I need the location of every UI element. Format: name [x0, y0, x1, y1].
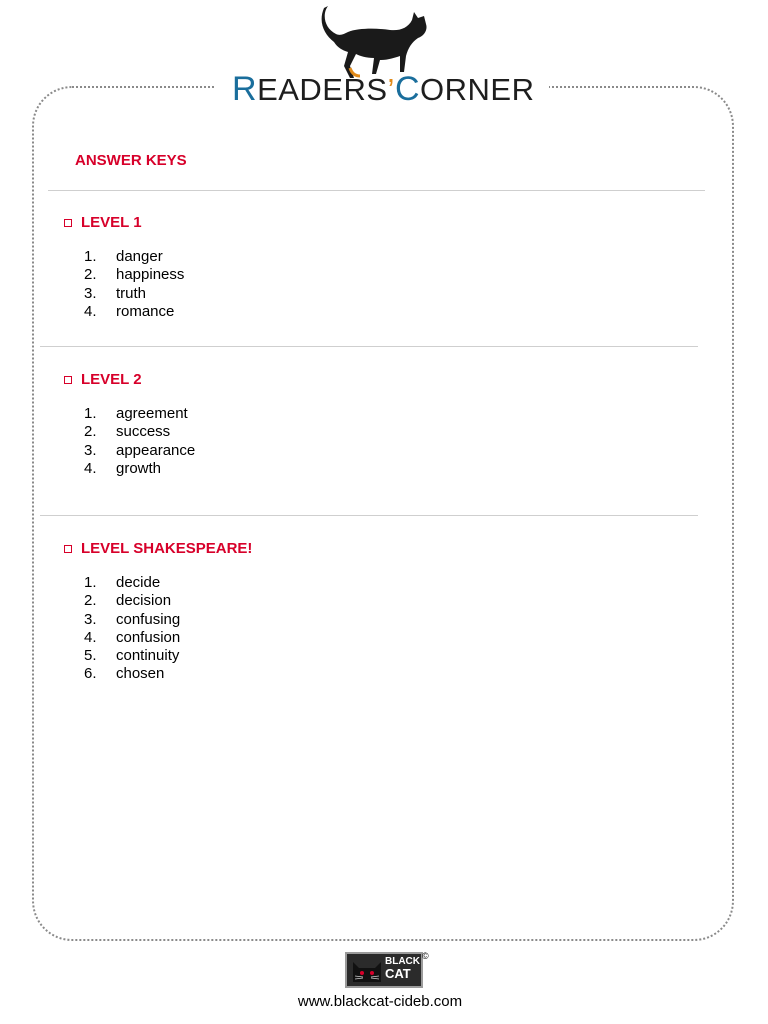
item-number: 2.	[84, 592, 97, 610]
level-title: LEVEL 2	[81, 371, 142, 388]
item-number: 4.	[84, 628, 97, 646]
item-number: 3.	[84, 284, 97, 302]
brand-letter-c: C	[394, 70, 420, 108]
level-title: LEVEL SHAKESPEARE!	[81, 540, 253, 557]
list-item	[84, 442, 195, 460]
list-item	[84, 574, 180, 592]
list-item	[84, 592, 180, 610]
list-item	[84, 248, 184, 266]
level-1-answers	[84, 248, 184, 321]
logo-word-cat: CAT	[385, 966, 411, 981]
divider	[40, 515, 698, 516]
level-shakespeare-heading	[64, 540, 252, 557]
answer-text: appearance	[116, 441, 196, 459]
item-number: 6.	[84, 665, 97, 683]
page-title: ANSWER KEYS	[75, 152, 187, 169]
cat-icon	[314, 4, 434, 80]
answer-text: growth	[116, 459, 162, 477]
checkbox-icon	[64, 219, 72, 227]
cat-face-icon	[351, 958, 383, 984]
list-item	[84, 629, 180, 647]
level-1-heading	[64, 214, 142, 231]
item-number: 2.	[84, 423, 97, 441]
logo-word-black: BLACK	[385, 956, 420, 967]
level-2-answers	[84, 405, 195, 478]
divider	[48, 190, 705, 191]
answer-text: success	[116, 423, 171, 441]
item-number: 1.	[84, 574, 97, 591]
checkbox-icon	[64, 376, 72, 384]
brand-wordmark	[232, 70, 535, 109]
answer-text: decide	[116, 574, 161, 591]
answer-text: happiness	[116, 266, 185, 284]
website-link[interactable]: www.blackcat-cideb.com	[297, 993, 463, 1010]
brand-text-orner: ORNER	[420, 72, 535, 107]
answer-text: continuity	[116, 647, 180, 665]
brand-apostrophe: ’	[387, 72, 395, 107]
answer-text: agreement	[116, 405, 188, 422]
list-item	[84, 611, 180, 629]
item-number: 5.	[84, 647, 97, 665]
divider	[40, 346, 698, 347]
answer-text: confusing	[116, 610, 181, 628]
item-number: 3.	[84, 610, 97, 628]
answer-text: decision	[116, 592, 172, 610]
copyright-mark: ©	[422, 951, 429, 961]
level-shakespeare-answers	[84, 574, 180, 684]
level-2-heading	[64, 371, 142, 388]
list-item	[84, 665, 180, 683]
item-number: 2.	[84, 266, 97, 284]
item-number: 4.	[84, 302, 97, 320]
list-item	[84, 405, 195, 423]
brand-letter-r: R	[232, 70, 258, 108]
item-number: 4.	[84, 459, 97, 477]
answer-text: romance	[116, 302, 175, 320]
black-cat-logo	[345, 952, 423, 988]
list-item	[84, 460, 195, 478]
list-item	[84, 303, 184, 321]
answer-text: confusion	[116, 628, 181, 646]
level-title: LEVEL 1	[81, 214, 142, 231]
list-item	[84, 285, 184, 303]
checkbox-icon	[64, 545, 72, 553]
answer-text: chosen	[116, 665, 165, 683]
logo-word	[385, 956, 420, 980]
brand-text-eaders: EADERS	[257, 72, 388, 107]
answer-text: danger	[116, 248, 163, 265]
readers-corner-logo	[214, 0, 549, 110]
item-number: 1.	[84, 405, 97, 422]
list-item	[84, 423, 195, 441]
list-item	[84, 647, 180, 665]
list-item	[84, 266, 184, 284]
answer-text: truth	[116, 284, 147, 302]
item-number: 3.	[84, 441, 97, 459]
item-number: 1.	[84, 248, 97, 265]
